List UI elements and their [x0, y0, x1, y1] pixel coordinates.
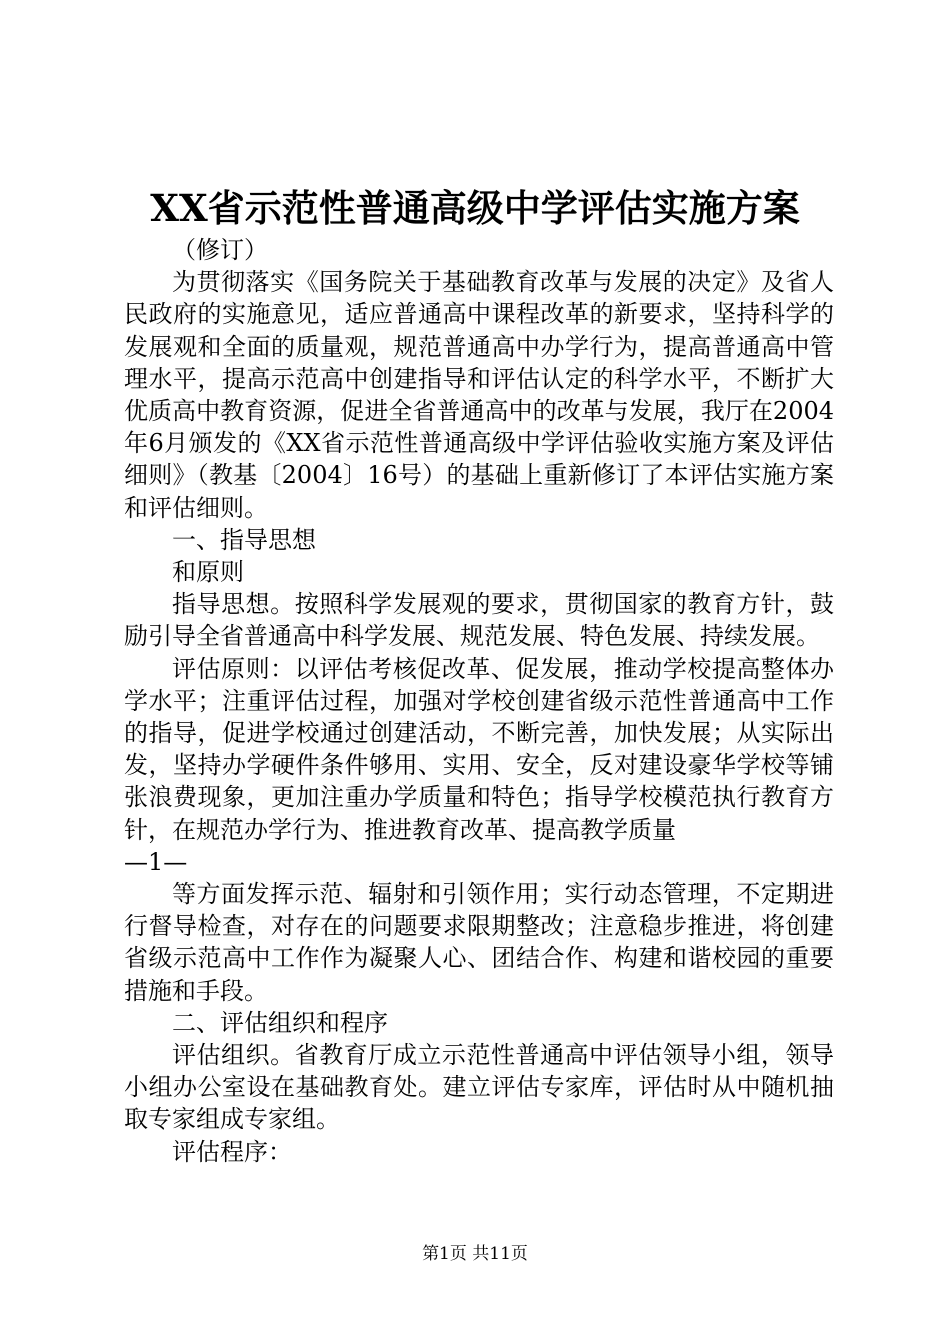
section-heading-2: 二、评估组织和程序 — [172, 1008, 388, 1037]
page-footer: 第1页 共11页 — [422, 1244, 528, 1264]
document-title: XX省示范性普通高级中学评估实施方案 — [150, 186, 800, 230]
evaluation-organization-paragraph: 评估组织。省教育厅成立示范性普通高中评估领导小组，领导小组办公室设在基础教育处。建立评估专家库，评估时从中随机抽取专家组成专家组。 — [124, 1041, 834, 1134]
principle-continued-paragraph: 等方面发挥示范、辐射和引领作用；实行动态管理，不定期进行督导检查，对存在的问题要求限期整改；注意稳步推进，将创建省级示范高中工作作为凝聚人心、团结合作、构建和谐校园的重要措施和手段。 — [124, 880, 834, 1005]
evaluation-principle-paragraph: 评估原则：以评估考核促改革、促发展，推动学校提高整体办学水平；注重评估过程，加强对学校创建省级示范性普通高中工作的指导，促进学校通过创建活动，不断完善，加快发展；从实际出发，坚持办学硬件条件够用、实用、安全，反对建设豪华学校等铺张浪费现象，更加注重办学质量和特色；指导学校模范执行教育方针，在规范办学行为、推进教育改革、提高教学质量 — [124, 654, 834, 844]
document-body — [124, 234, 834, 1168]
guiding-thought-paragraph: 指导思想。按照科学发展观的要求，贯彻国家的教育方针，鼓励引导全省普通高中科学发展、规范发展、特色发展、持续发展。 — [124, 590, 834, 651]
inline-page-number: —1— — [124, 847, 188, 876]
intro-paragraph: 为贯彻落实《国务院关于基础教育改革与发展的决定》及省人民政府的实施意见，适应普通高中课程改革的新要求，坚持科学的发展观和全面的质量观，规范普通高中办学行为，提高普通高中管理水平，提高示范高中创建指导和评估认定的科学水平，不断扩大优质高中教育资源，促进全省普通高中的改革与发展，我厅在2004年6月颁发的《XX省示范性普通高级中学评估验收实施方案及评估细则》（教基〔2004〕16号）的基础上重新修订了本评估实施方案和评估细则。 — [124, 268, 834, 522]
evaluation-procedure-paragraph: 评估程序： — [172, 1137, 292, 1166]
section-heading-1: 一、指导思想 — [172, 525, 316, 554]
revision-note: （修订） — [172, 236, 268, 264]
section-heading-1-cont: 和原则 — [172, 558, 244, 587]
